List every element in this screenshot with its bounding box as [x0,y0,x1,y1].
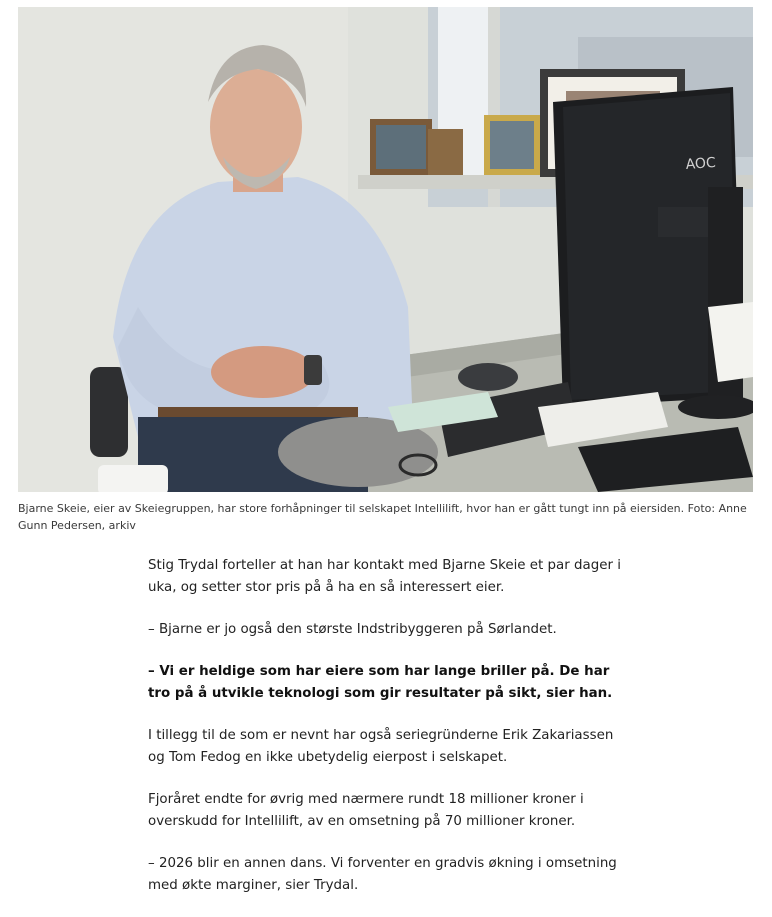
article-paragraph: I tillegg til de som er nevnt har også seriegründerne Erik Zakariassen og Tom Fedog en ikke ubetydelig eierpost i selskapet. [148,728,614,765]
article-paragraph: Stig Trydal forteller at han har kontakt med Bjarne Skeie et par dager i uka, og setter stor pris på å ha en så interessert eier. [148,558,621,595]
monitor-brand-label: AOC [685,154,717,173]
article-quote-bold: – Vi er heldige som har eiere som har lange briller på. De har tro på å utvikle teknologi som gir resultater på sikt, sier han. [148,664,613,701]
article-paragraph: – 2026 blir en annen dans. Vi forventer en gradvis økning i omsetning med økte marginer, sier Trydal. [148,856,617,893]
photo-caption: Bjarne Skeie, eier av Skeiegruppen, har store forhåpninger til selskapet Intellilift, hvor han er gått tungt inn på eiersiden. Foto: Anne Gunn Pedersen, arkiv [18,502,747,532]
article-body [148,555,628,917]
article-photo[interactable] [18,7,753,492]
office-photo-illustration [18,7,753,492]
article-paragraph: Fjoråret endte for øvrig med nærmere rundt 18 millioner kroner i overskudd for Intellilift, av en omsetning på 70 millioner kroner. [148,792,584,829]
article-paragraph: – Bjarne er jo også den største Indstribyggeren på Sørlandet. [148,622,557,637]
